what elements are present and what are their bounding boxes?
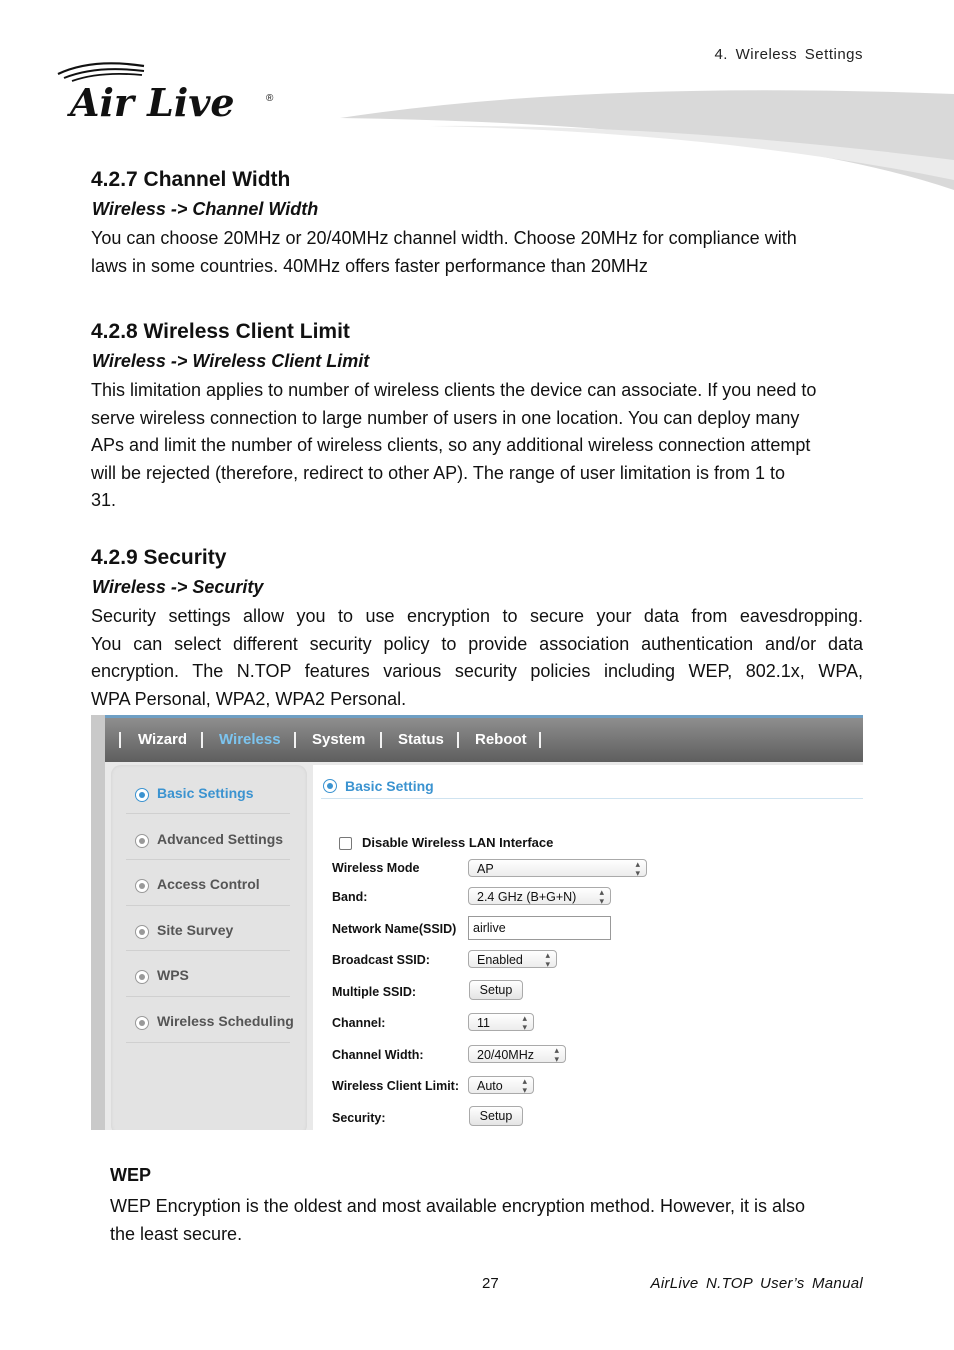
text-line: You can choose 20MHz or 20/40MHz channel width. Choose 20MHz for compliance with [91, 228, 797, 248]
menu-path-client-limit: Wireless -> Wireless Client Limit [92, 351, 370, 371]
chapter-header: 4. Wireless Settings [714, 46, 863, 63]
ssid-input[interactable]: airlive [468, 916, 611, 940]
page-number: 27 [482, 1275, 499, 1292]
section-heading-client-limit: 4.2.8 Wireless Client Limit [91, 320, 350, 343]
header-swoosh [340, 80, 954, 195]
sidebar-item-access-control[interactable]: Access Control [157, 876, 260, 892]
menu-path-security: Wireless -> Security [92, 577, 264, 597]
menu-path-channel-width: Wireless -> Channel Width [92, 199, 319, 219]
select-value: 20/40MHz [477, 1048, 534, 1062]
router-ui-screenshot [91, 715, 863, 1130]
radio-bullet-icon [135, 834, 149, 848]
select-arrows-icon: ▴ ▾ [635, 859, 640, 878]
disable-wlan-label: Disable Wireless LAN Interface [362, 835, 554, 850]
nav-separator [201, 732, 203, 748]
channel-width-paragraph [91, 225, 863, 280]
nav-separator [294, 732, 296, 748]
select-value: 11 [477, 1016, 490, 1030]
wireless-mode-select[interactable] [468, 859, 647, 877]
nav-separator [539, 732, 541, 748]
text-line: encryption. The N.TOP features various security policies including WEP, 802.1x, WPA, [91, 661, 863, 681]
select-value: 2.4 GHz (B+G+N) [477, 890, 577, 904]
select-value: Auto [477, 1079, 503, 1093]
sidebar-divider [126, 905, 290, 906]
select-arrows-icon: ▴ ▾ [522, 1013, 527, 1032]
channel-width-select[interactable] [468, 1045, 566, 1063]
top-nav-bar [105, 715, 863, 762]
text-line: WEP Encryption is the oldest and most available encryption method. However, it is also [110, 1196, 806, 1216]
wep-heading: WEP [110, 1165, 152, 1185]
broadcast-ssid-select[interactable] [468, 950, 557, 968]
sidebar-divider [126, 859, 290, 860]
nav-separator [380, 732, 382, 748]
channel-width-label: Channel Width: [332, 1048, 424, 1062]
wireless-mode-label: Wireless Mode [332, 861, 420, 875]
select-arrows-icon: ▴ ▾ [522, 1076, 527, 1095]
select-arrows-icon: ▴ ▾ [545, 950, 550, 969]
multiple-ssid-label: Multiple SSID: [332, 985, 417, 999]
nav-separator [119, 732, 121, 748]
band-select[interactable] [468, 887, 611, 905]
radio-bullet-icon [135, 925, 149, 939]
text-line: laws in some countries. 40MHz offers faster performance than 20MHz [91, 255, 648, 276]
text-line: 31. [91, 490, 117, 510]
sidebar-item-site-survey[interactable]: Site Survey [157, 922, 234, 938]
settings-sidebar [111, 765, 307, 1130]
sidebar-item-wps[interactable]: WPS [157, 967, 189, 983]
radio-bullet-icon [135, 970, 149, 984]
client-limit-label: Wireless Client Limit: [332, 1079, 459, 1093]
text-line: This limitation applies to number of wireless clients the device can associate. If you need to [91, 380, 817, 400]
security-label: Security: [332, 1111, 386, 1125]
radio-bullet-icon [135, 788, 149, 802]
sidebar-item-wireless-scheduling[interactable]: Wireless Scheduling [157, 1013, 294, 1029]
text-line: You can select different security policy to provide association authentication and/or data [91, 633, 863, 654]
disable-wlan-checkbox[interactable] [339, 837, 352, 850]
text-line: Security settings allow you to use encryption to secure your data from eavesdropping. [91, 606, 863, 626]
nav-tab-reboot[interactable]: Reboot [475, 731, 527, 748]
radio-bullet-icon [323, 779, 337, 793]
client-limit-paragraph [91, 377, 863, 515]
sidebar-divider [126, 813, 290, 814]
band-label: Band: [332, 890, 368, 904]
text-line: the least secure. [110, 1223, 243, 1244]
section-heading-channel-width: 4.2.7 Channel Width [91, 168, 291, 191]
radio-bullet-icon [135, 1016, 149, 1030]
multiple-ssid-setup-button[interactable]: Setup [469, 980, 523, 1000]
wep-paragraph [110, 1193, 863, 1248]
svg-text:®: ® [266, 93, 274, 104]
sidebar-divider [126, 996, 290, 997]
channel-select[interactable] [468, 1013, 534, 1031]
nav-tab-status[interactable]: Status [398, 731, 444, 748]
nav-separator [457, 732, 459, 748]
manual-title: AirLive N.TOP User’s Manual [650, 1275, 863, 1292]
select-value: Enabled [477, 953, 523, 967]
sidebar-divider [126, 950, 290, 951]
radio-bullet-icon [135, 879, 149, 893]
panel-title-underline [321, 798, 863, 799]
security-paragraph [91, 603, 863, 713]
section-heading-security: 4.2.9 Security [91, 546, 227, 569]
select-arrows-icon: ▴ ▾ [599, 887, 604, 906]
panel-title: Basic Setting [345, 778, 434, 794]
sidebar-item-advanced-settings[interactable]: Advanced Settings [157, 831, 284, 847]
nav-tab-wireless[interactable]: Wireless [219, 731, 281, 748]
select-value: AP [477, 862, 494, 876]
channel-label: Channel: [332, 1016, 386, 1030]
airlive-logo [52, 56, 282, 124]
text-line: APs and limit the number of wireless clients, so any additional wireless connection attempt [91, 435, 811, 455]
security-setup-button[interactable]: Setup [469, 1106, 523, 1126]
basic-setting-panel [313, 765, 863, 1130]
svg-text:Air Live: Air Live [70, 80, 235, 124]
text-line: serve wireless connection to large number of users in one location. You can deploy many [91, 407, 800, 428]
broadcast-ssid-label: Broadcast SSID: [332, 953, 430, 967]
client-limit-select[interactable] [468, 1076, 534, 1094]
text-line: WPA Personal, WPA2, WPA2 Personal. [91, 688, 407, 709]
select-arrows-icon: ▴ ▾ [554, 1045, 559, 1064]
sidebar-item-basic-settings[interactable]: Basic Settings [157, 785, 254, 801]
ssid-label: Network Name(SSID) [332, 922, 457, 936]
sidebar-divider [126, 1042, 290, 1043]
nav-tab-wizard[interactable]: Wizard [138, 731, 188, 748]
screenshot-left-edge [91, 715, 105, 1130]
text-line: will be rejected (therefore, redirect to other AP). The range of user limitation is from 1 to [91, 462, 785, 483]
nav-tab-system[interactable]: System [312, 731, 366, 748]
